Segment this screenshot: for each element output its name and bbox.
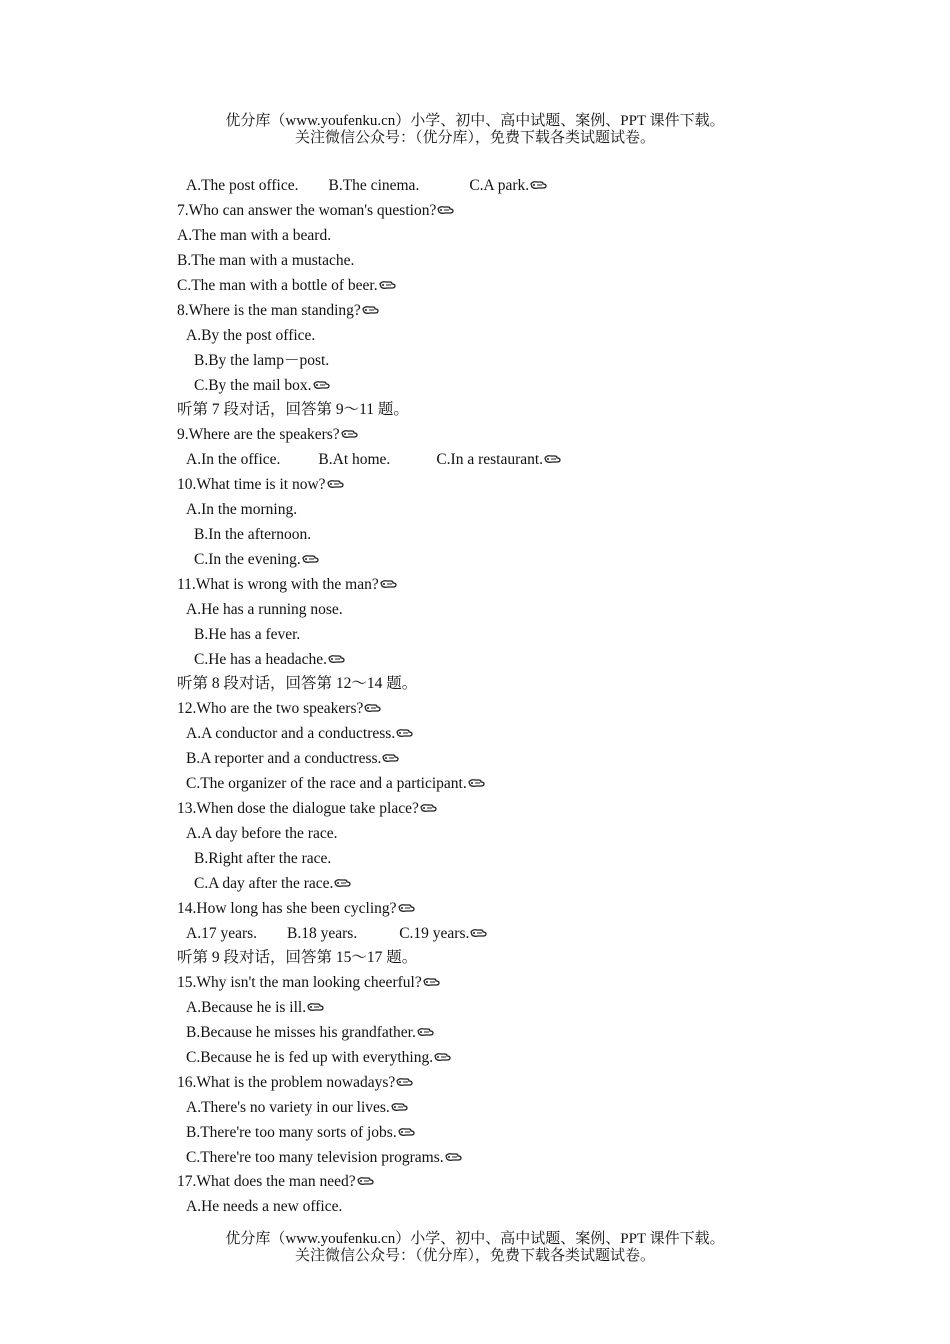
- option-line: B.Because he misses his grandfather.: [186, 1023, 434, 1043]
- option-line: A.Because he is ill.: [186, 998, 324, 1018]
- hand-mark-icon: [313, 379, 330, 391]
- option-line: C.There're too many television programs.: [186, 1148, 462, 1168]
- page-header: [0, 113, 950, 147]
- option-c: C.In a restaurant.: [436, 451, 544, 468]
- question-line: 17.What does the man need?: [177, 1172, 374, 1192]
- option-row: [186, 176, 547, 196]
- hand-mark-icon: [379, 279, 396, 291]
- option-line: C.He has a headache.: [194, 650, 345, 670]
- hand-mark-icon: [420, 802, 437, 814]
- section-instruction: 听第 8 段对话，回答第 12～14 题。: [177, 675, 418, 692]
- hand-mark-icon: [398, 902, 415, 914]
- hand-mark-icon: [423, 976, 440, 988]
- option-line: A.By the post office.: [186, 327, 316, 344]
- hand-mark-icon: [417, 1026, 434, 1038]
- option-row: [186, 924, 487, 944]
- option-line: B.By the lamp－post.: [194, 352, 330, 369]
- hand-mark-icon: [364, 702, 381, 714]
- option-line: C.By the mail box.: [194, 376, 330, 396]
- option-c: C.A park.: [469, 177, 530, 194]
- hand-mark-icon: [391, 1101, 408, 1113]
- question-line: 15.Why isn't the man looking cheerful?: [177, 973, 440, 993]
- question-line: 11.What is wrong with the man?: [177, 575, 397, 595]
- hand-mark-icon: [328, 653, 345, 665]
- option-line: C.The organizer of the race and a participant.: [186, 774, 485, 794]
- option-line: B.There're too many sorts of jobs.: [186, 1123, 415, 1143]
- hand-mark-icon: [357, 1175, 374, 1187]
- hand-mark-icon: [470, 927, 487, 939]
- option-line: A.He needs a new office.: [186, 1198, 343, 1215]
- hand-mark-icon: [530, 179, 547, 191]
- option-line: C.A day after the race.: [194, 874, 351, 894]
- hand-mark-icon: [437, 204, 454, 216]
- hand-mark-icon: [396, 727, 413, 739]
- option-line: A.He has a running nose.: [186, 601, 343, 618]
- option-row: [186, 450, 561, 470]
- hand-mark-icon: [380, 578, 397, 590]
- option-a: A.17 years.: [186, 925, 258, 942]
- option-line: A.A conductor and a conductress.: [186, 724, 413, 744]
- option-line: A.The man with a beard.: [177, 227, 332, 244]
- hand-mark-icon: [445, 1151, 462, 1163]
- option-c: C.19 years.: [399, 925, 470, 942]
- option-line: A.In the morning.: [186, 501, 298, 518]
- hand-mark-icon: [544, 453, 561, 465]
- option-line: B.Right after the race.: [194, 850, 332, 867]
- question-line: 8.Where is the man standing?: [177, 301, 379, 321]
- hand-mark-icon: [398, 1126, 415, 1138]
- option-b: B.The cinema.: [328, 177, 420, 194]
- question-line: 16.What is the problem nowadays?: [177, 1073, 413, 1093]
- option-line: B.A reporter and a conductress.: [186, 749, 399, 769]
- question-line: 10.What time is it now?: [177, 475, 344, 495]
- question-line: 9.Where are the speakers?: [177, 425, 358, 445]
- option-line: B.He has a fever.: [194, 626, 301, 643]
- option-line: A.There's no variety in our lives.: [186, 1098, 408, 1118]
- hand-mark-icon: [327, 478, 344, 490]
- option-a: A.In the office.: [186, 451, 281, 468]
- option-a: A.The post office.: [186, 177, 299, 194]
- question-line: 14.How long has she been cycling?: [177, 899, 415, 919]
- option-b: B.At home.: [318, 451, 391, 468]
- section-instruction: 听第 7 段对话，回答第 9～11 题。: [177, 401, 409, 418]
- hand-mark-icon: [302, 553, 319, 565]
- option-line: C.Because he is fed up with everything.: [186, 1048, 451, 1068]
- hand-mark-icon: [341, 428, 358, 440]
- hand-mark-icon: [334, 877, 351, 889]
- question-line: 13.When dose the dialogue take place?: [177, 799, 437, 819]
- question-line: 12.Who are the two speakers?: [177, 699, 381, 719]
- hand-mark-icon: [307, 1001, 324, 1013]
- option-line: A.A day before the race.: [186, 825, 338, 842]
- option-line: B.The man with a mustache.: [177, 252, 355, 269]
- option-b: B.18 years.: [287, 925, 358, 942]
- option-line: C.In the evening.: [194, 550, 319, 570]
- option-line: C.The man with a bottle of beer.: [177, 276, 396, 296]
- footer-line-2: 关注微信公众号：（优分库），免费下载各类试题试卷。: [294, 1248, 655, 1264]
- footer-line-1: 优分库（www.youfenku.cn）小学、初中、高中试题、案例、PPT 课件下载。: [225, 1231, 725, 1247]
- question-line: 7.Who can answer the woman's question?: [177, 201, 454, 221]
- hand-mark-icon: [396, 1076, 413, 1088]
- hand-mark-icon: [362, 304, 379, 316]
- option-line: B.In the afternoon.: [194, 526, 312, 543]
- hand-mark-icon: [382, 752, 399, 764]
- header-line-1: 优分库（www.youfenku.cn）小学、初中、高中试题、案例、PPT 课件下载。: [225, 113, 725, 129]
- hand-mark-icon: [468, 777, 485, 789]
- page-footer: [0, 1231, 950, 1265]
- hand-mark-icon: [434, 1051, 451, 1063]
- header-line-2: 关注微信公众号：（优分库），免费下载各类试题试卷。: [294, 130, 655, 146]
- section-instruction: 听第 9 段对话，回答第 15～17 题。: [177, 949, 418, 966]
